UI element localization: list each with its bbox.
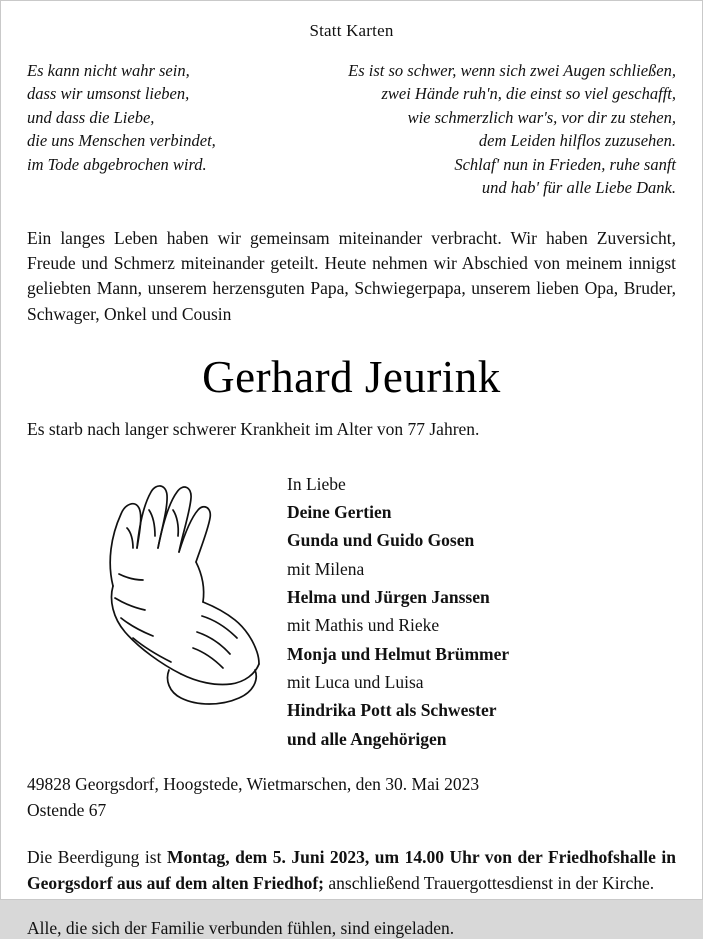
verse-left-line: Es kann nicht wahr sein,	[27, 61, 190, 80]
family-member: Helma und Jürgen Janssen	[287, 586, 490, 607]
address-block	[27, 771, 676, 824]
family-intro: In Liebe	[287, 473, 346, 494]
verse-right	[339, 59, 676, 200]
verse-left-line: im Tode abgebrochen wird.	[27, 154, 207, 174]
illustration-and-family	[27, 466, 676, 753]
funeral-post-text: anschließend Trauergottesdienst in der Kirche.	[324, 872, 655, 893]
verse-left-line: und dass die Liebe,	[27, 107, 155, 127]
verse-right-line: und hab' für alle Liebe Dank.	[481, 178, 676, 198]
verse-right-line: Schlaf' nun in Frieden, ruhe sanft	[454, 154, 676, 174]
family-member: Deine Gertien	[287, 501, 392, 522]
family-member: und alle Angehörigen	[287, 728, 447, 749]
family-member: Monja und Helmut Brümmer	[287, 643, 510, 664]
intro-paragraph: Ein langes Leben haben wir gemeinsam miteinander verbracht. Wir haben Zuversicht, Freude und Schmerz miteinander geteilt. Heute nehmen wir Abschied von meinem innigst geliebten Mann, unserem herzensguten Papa, Schwiegerpapa, unserem lieben Opa, Bruder, Schwager, Onkel und Cousin	[27, 227, 676, 324]
statt-karten-heading: Statt Karten	[309, 21, 394, 40]
death-line: Es starb nach langer schwerer Krankheit im Alter von 77 Jahren.	[27, 418, 480, 439]
invitation-text: Alle, die sich der Familie verbunden fühlen, sind eingeladen.	[27, 918, 455, 939]
verse-left-line: die uns Menschen verbindet,	[27, 131, 216, 151]
family-member: mit Mathis und Rieke	[287, 615, 440, 636]
family-list	[287, 466, 676, 753]
verse-right-line: wie schmerzlich war's, vor dir zu stehen,	[407, 107, 676, 127]
verse-right-line: Es ist so schwer, wenn sich zwei Augen schließen,	[348, 61, 676, 80]
funeral-details	[27, 845, 676, 896]
verse-left	[27, 59, 326, 176]
address-line-1: 49828 Georgsdorf, Hoogstede, Wietmarschen, den 30. Mai 2023	[27, 773, 480, 794]
address-line-2: Ostende 67	[27, 800, 107, 821]
verse-right-line: dem Leiden hilflos zuzusehen.	[478, 131, 676, 151]
praying-hands-icon	[27, 466, 287, 716]
page-title: Gerhard Jeurink	[202, 352, 501, 403]
family-member: mit Luca und Luisa	[287, 671, 424, 692]
family-member: Gunda und Guido Gosen	[287, 530, 475, 551]
family-member: mit Milena	[287, 558, 365, 579]
funeral-pre-text: Die Beerdigung ist	[27, 847, 167, 868]
verse-left-line: dass wir umsonst lieben,	[27, 84, 190, 104]
family-member: Hindrika Pott als Schwester	[287, 700, 497, 721]
verses-block	[27, 59, 676, 200]
funeral-highlight: Montag, dem 5. Juni 2023, um 14.00 Uhr von der Friedhofshalle in Georgsdorf aus auf dem alten Friedhof;	[27, 847, 676, 893]
verse-right-line: zwei Hände ruh'n, die einst so viel geschafft,	[381, 84, 676, 104]
